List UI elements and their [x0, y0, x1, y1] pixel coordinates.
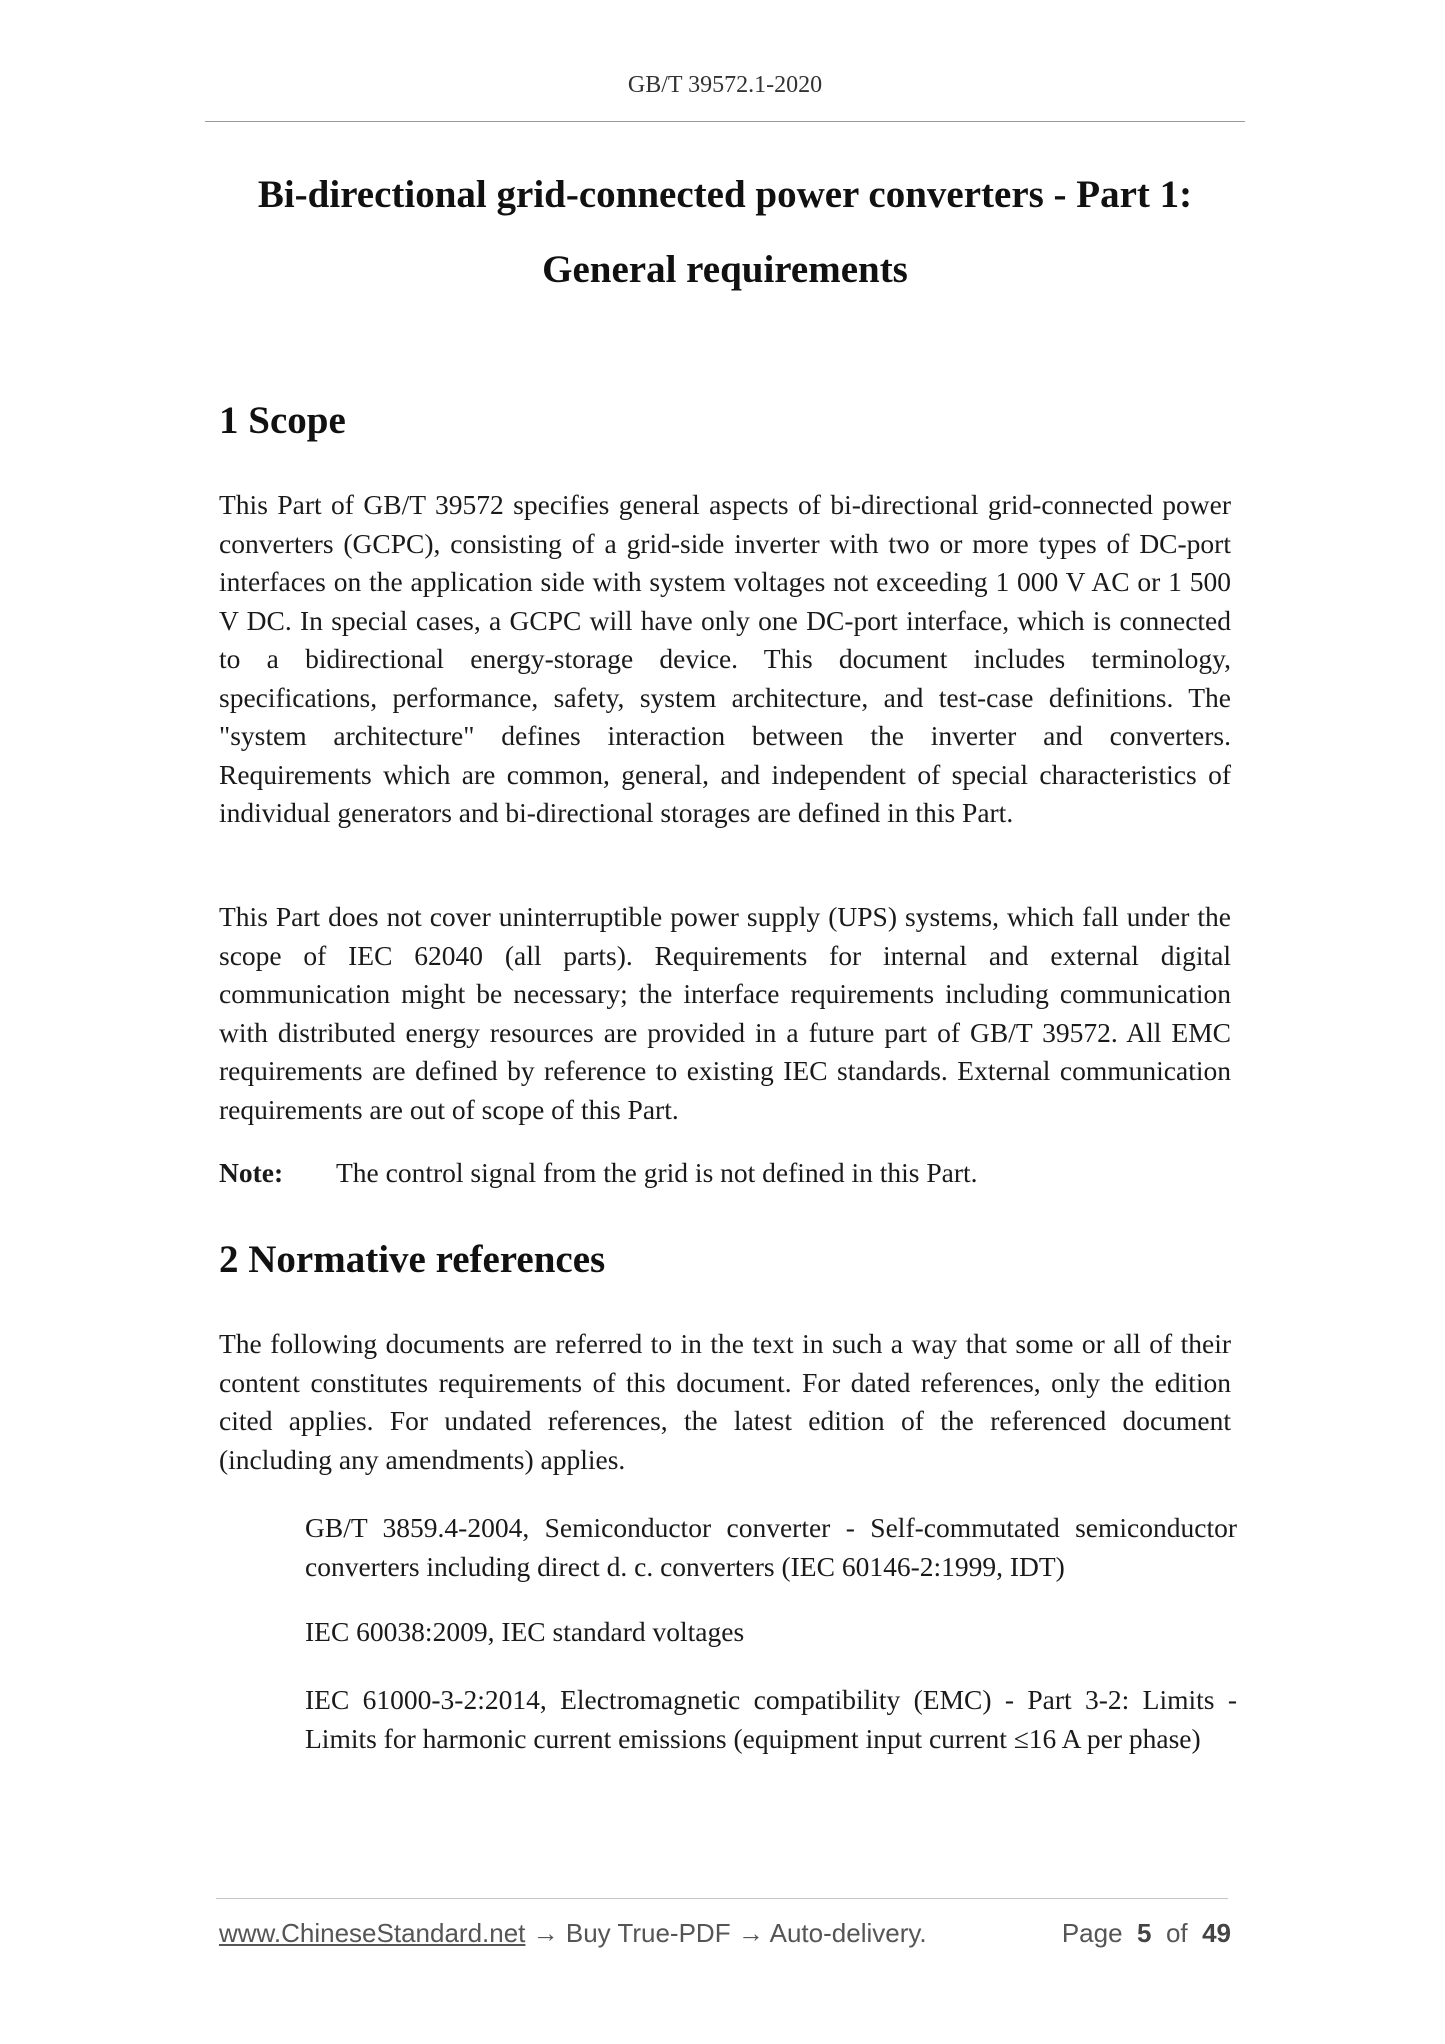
current-page-number: 5: [1137, 1918, 1152, 1948]
arrow-right-icon: →: [532, 1918, 559, 1948]
footer-divider: [216, 1898, 1228, 1899]
section-heading-scope: 1 Scope: [219, 399, 346, 442]
footer-promo: [219, 1918, 927, 1949]
scope-paragraph-1: This Part of GB/T 39572 specifies general aspects of bi-directional grid-connected power converters (GCPC), consisting of a grid-side inverter with two or more types of DC-port interfaces on the application side with system voltages not exceeding 1 000 V AC or 1 500 V DC. In special cases, a GCPC will have only one DC-port interface, which is connected to a bidirectional energy-storage device. This document includes terminology, specifications, performance, safety, system architecture, and test-case definitions. The "system architecture" defines interaction between the inverter and converters. Requirements which are common, general, and independent of special characteristics of individual generators and bi-directional storages are defined in this Part.: [219, 489, 1231, 828]
normative-references-intro: The following documents are referred to in the text in such a way that some or all of their content constitutes requirements of this document. For dated references, only the edition cited applies. For undated references, the latest edition of the referenced document (including any amendments) applies.: [219, 1328, 1231, 1475]
running-header-standard-code: GB/T 39572.1-2020: [627, 72, 823, 98]
document-title-line-2: General requirements: [542, 248, 908, 291]
header-divider: [205, 121, 1245, 122]
scope-paragraph-2: This Part does not cover uninterruptible power supply (UPS) systems, which fall under the scope of IEC 62040 (all parts). Requirements for internal and external digital communication might be necessary; the interface requirements including communication with distributed energy resources are provided in a future part of GB/T 39572. All EMC requirements are defined by reference to existing IEC standards. External communication requirements are out of scope of this Part.: [219, 901, 1231, 1125]
section-heading-normative-references: 2 Normative references: [219, 1238, 606, 1281]
note-text: The control signal from the grid is not defined in this Part.: [336, 1157, 978, 1188]
page-footer: [219, 1918, 1231, 1958]
total-page-count: 49: [1202, 1918, 1231, 1948]
site-link[interactable]: www.ChineseStandard.net: [219, 1918, 526, 1948]
page-counter: [1062, 1918, 1231, 1949]
page-word: Page: [1061, 1918, 1123, 1948]
document-title-line-1: Bi-directional grid-connected power converters - Part 1:: [257, 173, 1193, 216]
reference-item: IEC 61000-3-2:2014, Electromagnetic compatibility (EMC) - Part 3-2: Limits - Limits for harmonic current emissions (equipment input current ≤16 A per phase): [305, 1684, 1237, 1754]
reference-item: GB/T 3859.4-2004, Semiconductor converter - Self-commutated semiconductor converters including direct d. c. converters (IEC 60146-2:1999, IDT): [305, 1512, 1237, 1582]
note-label: Note:: [219, 1157, 284, 1188]
arrow-right-icon: →: [737, 1918, 764, 1948]
reference-item: IEC 60038:2009, IEC standard voltages: [305, 1616, 745, 1647]
buy-true-pdf-text: Buy True-PDF: [565, 1918, 731, 1948]
of-word: of: [1165, 1918, 1188, 1948]
auto-delivery-text: Auto-delivery.: [769, 1918, 927, 1948]
